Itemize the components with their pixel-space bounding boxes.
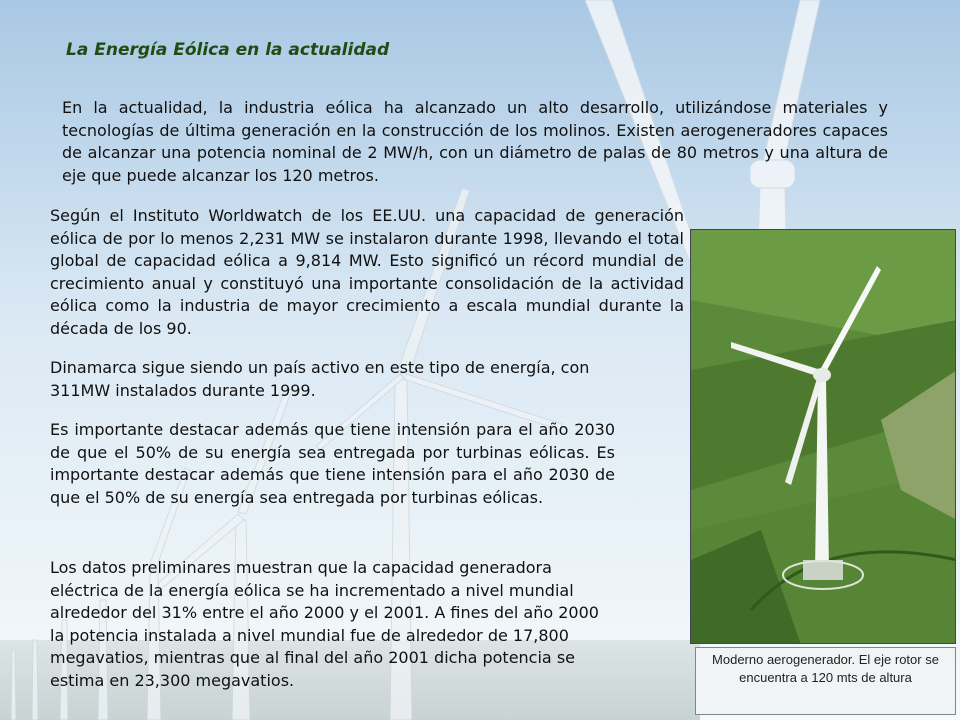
page-title: La Energía Eólica en la actualidad bbox=[66, 40, 390, 60]
paragraph-industry-development: En la actualidad, la industria eólica ha alcanzado un alto desarrollo, utilizándose materiales y tecnologías de última generación en la construcción de los molinos. Existen aerogeneradores capaces de alcanzar una potencia nominal de 2 MW/h, con un diámetro de palas de 80 metros y una altura de eje que puede alcanzar los 120 metros. bbox=[62, 98, 888, 185]
paragraph-worldwatch-capacity: Según el Instituto Worldwatch de los EE.UU. una capacidad de generación eólica de por lo menos 2,231 MW se instalaron durante 1998, llevando el total global de capacidad eólica a 9,814 MW. Esto significó un récord mundial de crecimiento anual y constituyó una importante consolidación de la actividad eólica como la industria de mayor crecimiento a escala mundial durante la década de los 90. bbox=[50, 206, 684, 338]
paragraph-denmark: Dinamarca sigue siendo un país activo en este tipo de energía, con 311MW instalados durante 1999. bbox=[50, 358, 590, 400]
photo-caption: Moderno aerogenerador. El eje rotor se encuentra a 120 mts de altura bbox=[695, 647, 956, 715]
turbine-illustration bbox=[691, 230, 956, 644]
paragraph-2030-goal: Es importante destacar además que tiene intensión para el año 2030 de que el 50% de su energía sea entregada por turbinas eólicas. Es importante destacar además que tiene intensión para el año 2030 de que el 50% de su energía sea entregada por turbinas eólicas. bbox=[50, 420, 615, 507]
paragraph-preliminary-data: Los datos preliminares muestran que la capacidad generadora eléctrica de la energía eólica se ha incrementado a nivel mundial alrededor del 31% entre el año 2000 y el 2001. A fines del año 2000 la potencia instalada a nivel mundial fue de alrededor de 17,800 megavatios, mientras que al final del año 2001 dicha potencia se estima en 23,300 megavatios. bbox=[50, 558, 599, 690]
turbine-photo bbox=[690, 229, 956, 644]
